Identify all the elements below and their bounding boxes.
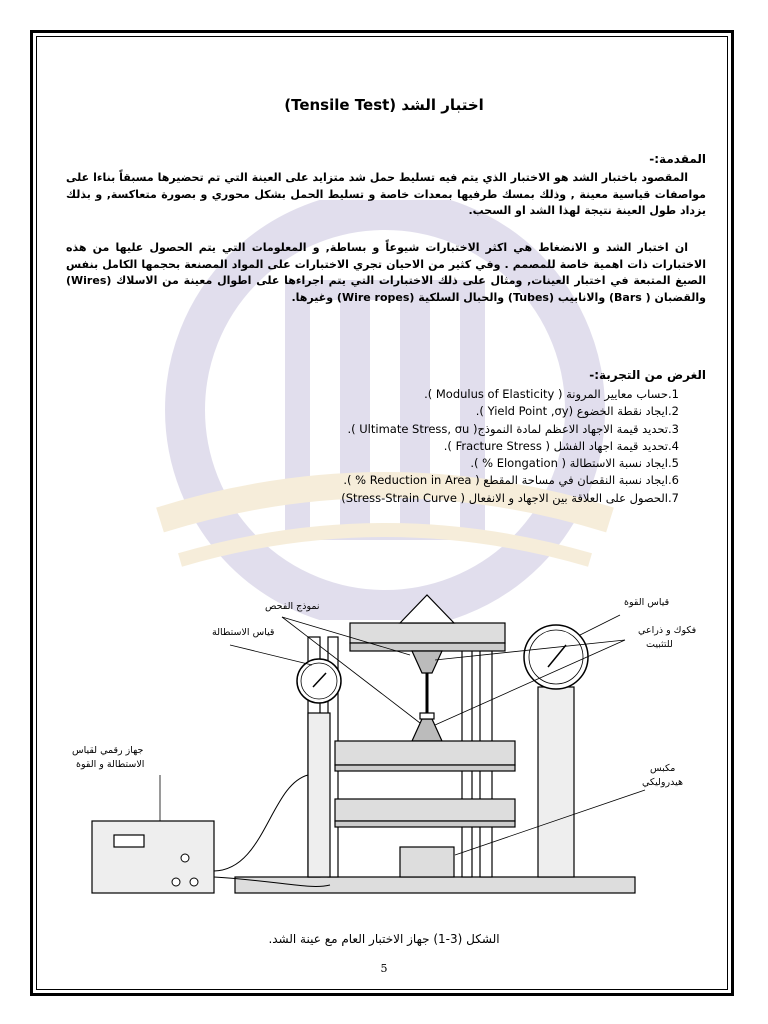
label-specimen: نموذج الفحص bbox=[265, 601, 320, 612]
list-item-number: .6 bbox=[668, 473, 679, 488]
intro-paragraph-2 bbox=[66, 240, 706, 306]
list-item bbox=[190, 472, 690, 489]
intro-heading: المقدمة:- bbox=[649, 152, 706, 166]
list-item bbox=[190, 386, 690, 403]
list-item-text: ايجاد نسبة النقصان في مساحة المقطع ( Reduction in Area % ). bbox=[343, 473, 668, 488]
intro-paragraph-1-text: المقصود باختبار الشد هو الاختبار الذي يتم فيه تسليط حمل شد متزايد على العينة التي تم تحضيرها مسبقاً بناءا على مواصفات قياسية معينة , وذلك بمسك طرفيها بمعدات خاصة و تسليط الحمل بشكل محوري و بصورة متعاكسة, و بذلك يزداد طول العينة نتيجة لهذا الشد او السحب. bbox=[66, 171, 706, 217]
right-gauge-column bbox=[538, 687, 574, 877]
list-item-text: تحديد قيمة اجهاد الفشل ( Fracture Stress ). bbox=[443, 438, 668, 453]
list-item-text: حساب معايير المرونة ( Modulus of Elasticity ). bbox=[424, 387, 668, 401]
cable-1 bbox=[214, 775, 308, 871]
label-digital-line-2: الاستطالة و القوة bbox=[76, 759, 145, 770]
tensile-test-machine-diagram bbox=[60, 585, 710, 930]
list-item-text: تحديد قيمة الاجهاد الاعظم لمادة النموذج( Ultimate Stress, σu ). bbox=[347, 421, 668, 436]
list-item-number: .7 bbox=[668, 490, 679, 505]
lower-grip bbox=[412, 719, 442, 741]
left-gauge-column bbox=[308, 713, 330, 877]
digital-unit-display bbox=[114, 835, 144, 847]
page-title: اختبار الشد (Tensile Test) bbox=[284, 96, 484, 114]
list-item-number: .4 bbox=[668, 438, 679, 453]
list-item-text: الحصول على العلاقة بين الاجهاد و الانفعال ( Stress-Strain Curve) bbox=[341, 490, 668, 505]
digital-unit-knob bbox=[172, 878, 180, 886]
label-jaws-line-1: فكوك و ذراعي bbox=[638, 625, 697, 636]
label-press-line-2: هيدروليكي bbox=[642, 777, 683, 788]
label-jaws-line-2: للتثبيت bbox=[646, 639, 673, 650]
list-item-number: .2 bbox=[668, 404, 679, 419]
objectives-heading: الغرض من التجربة:- bbox=[589, 368, 706, 382]
label-press-line-1: مكبس bbox=[650, 763, 676, 774]
label-elongation-gauge: قياس الاستطالة bbox=[212, 627, 275, 638]
list-item bbox=[190, 403, 690, 420]
page-number: 5 bbox=[380, 962, 388, 975]
list-item bbox=[190, 421, 690, 438]
intro-paragraph-2-text: ان اختبار الشد و الانضغاط هي اكثر الاختبارات شيوعاً و بساطة, و المعلومات التي يتم الحصول عليها من هذه الاختبارات ذات اهمية خاصة للمصمم . وفي كثير من الاحيان تجري الاختبارات على المواد المصنعة بحجمها الكامل بنفس الصيغ المتبعة في اختبار العينات, ومثال على ذلك الاختبارات التي يتم اجراءها على اطوال معينة من الاسلاك (Wires) والقضبان ( Bars) والانابيب (Tubes) والحبال السلكية (Wire ropes) وغيرها. bbox=[66, 241, 706, 304]
list-item-number: .5 bbox=[668, 456, 679, 471]
label-force-gauge: قياس القوة bbox=[624, 597, 670, 608]
list-item-number: .3 bbox=[668, 421, 679, 436]
list-item bbox=[190, 455, 690, 472]
middle-crosshead bbox=[335, 741, 515, 765]
intro-paragraph-1 bbox=[66, 170, 706, 220]
list-item-text: ايجاد نسبة الاستطالة ( Elongation % ). bbox=[470, 456, 668, 471]
top-crosshead bbox=[350, 623, 505, 643]
hydraulic-cylinder bbox=[400, 847, 454, 877]
list-item bbox=[190, 490, 690, 507]
list-item-number: .1 bbox=[668, 387, 679, 401]
figure-caption: الشكل (3-1) جهاز الاختبار العام مع عينة الشد. bbox=[268, 932, 500, 946]
lower-platen bbox=[335, 799, 515, 821]
top-cone bbox=[400, 595, 454, 623]
upper-grip bbox=[412, 651, 442, 673]
objectives-list bbox=[190, 386, 690, 507]
digital-unit-knob bbox=[190, 878, 198, 886]
label-digital-line-1: جهاز رقمي لقياس bbox=[72, 745, 144, 756]
list-item-text: ايجاد نقطة الخضوع (Yield Point ,σy ). bbox=[475, 404, 668, 419]
list-item bbox=[190, 438, 690, 455]
digital-unit-knob bbox=[181, 854, 189, 862]
